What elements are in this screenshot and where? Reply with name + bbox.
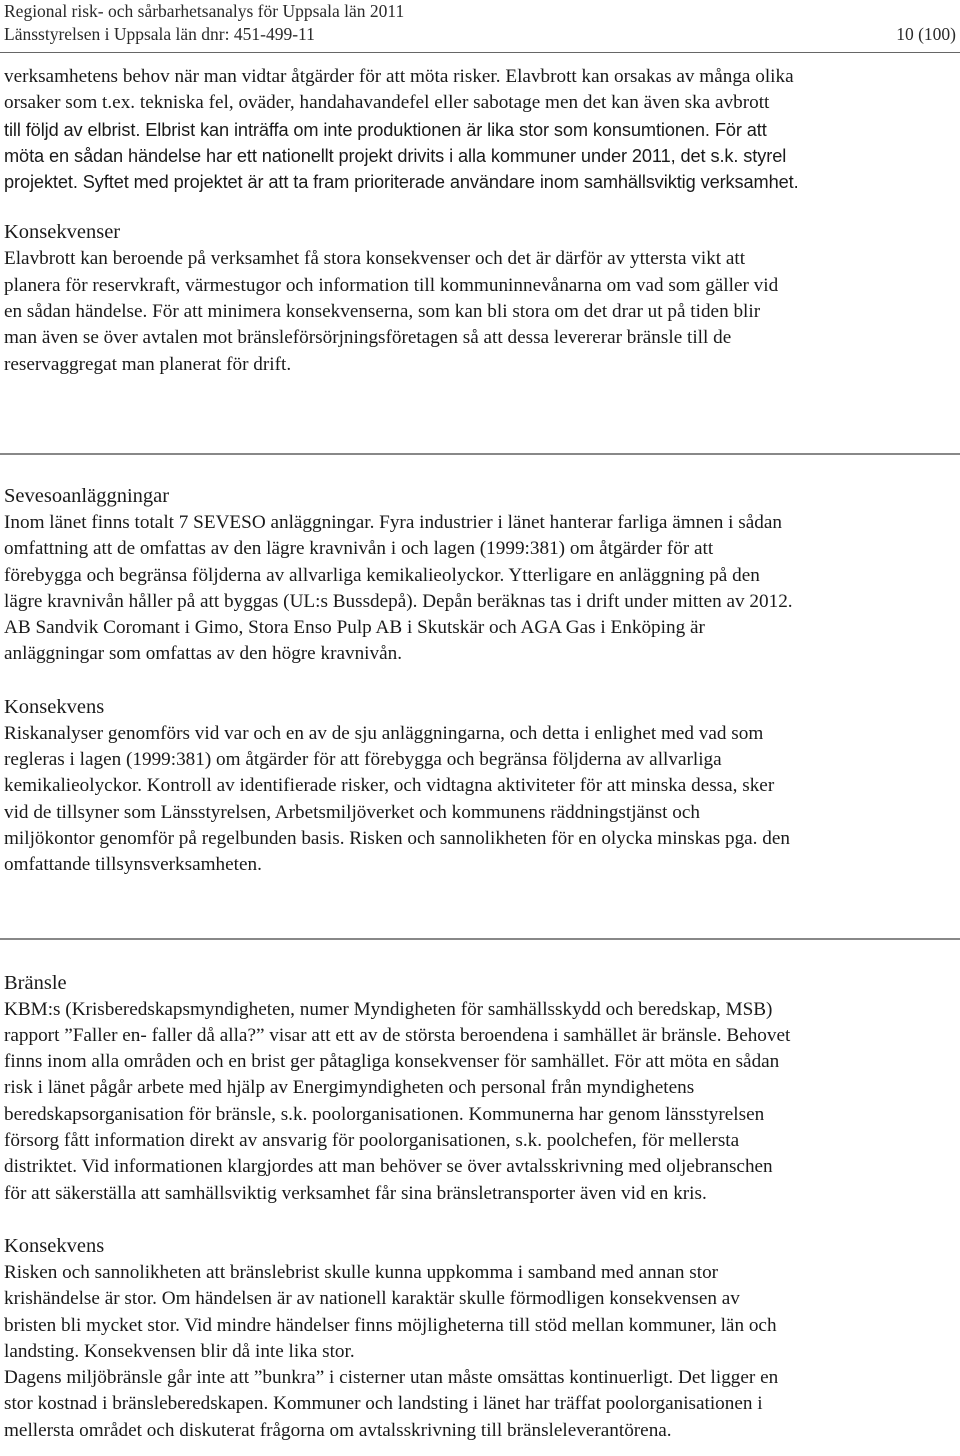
- text-line: omfattande tillsynsverksamheten.: [4, 854, 262, 876]
- header-dnr: Länsstyrelsen i Uppsala län dnr: 451-499-11: [4, 24, 315, 44]
- page-number: 10 (100): [896, 24, 956, 44]
- header-divider: [0, 52, 960, 53]
- text-line: planera för reservkraft, värmestugor och information till kommuninnevånarna om vad som gäller vid: [4, 274, 779, 296]
- section-heading-bransle-konsekvens: Konsekvens: [4, 1234, 105, 1257]
- text-line: vid de tillsyner som Länsstyrelsen, Arbetsmiljöverket och kommunens räddningstjänst och: [4, 801, 700, 823]
- bransle-paragraph: [4, 997, 954, 1207]
- text-line: reservaggregat man planerat för drift.: [4, 353, 292, 375]
- text-line: mellersta området och diskuterat frågorna om avtalsskrivning till bränsleleverantörena.: [4, 1419, 672, 1441]
- text-line: rapport ”Faller en- faller då alla?” visar att ett av de största beroendena i samhället är bränsle. Behovet: [4, 1024, 791, 1046]
- text-line: omfattning att de omfattas av den lägre kravnivån i och lagen (1999:381) om åtgärder för att: [4, 538, 714, 560]
- text-line: AB Sandvik Coromant i Gimo, Stora Enso Pulp AB i Skutskär och AGA Gas i Enköping är: [4, 617, 705, 639]
- text-line: Risken och sannolikheten att bränslebrist skulle kunna uppkomma i samband med annan stor: [4, 1261, 719, 1283]
- text-line: lägre kravnivån håller på att byggas (UL:s Bussdepå). Depån beräknas tas i drift under mitten av 2012.: [4, 590, 793, 612]
- bransle-konsekvens-paragraph: [4, 1260, 954, 1444]
- text-line: risk i länet pågår arbete med hjälp av Energimyndigheten och personal från myndighetens: [4, 1077, 695, 1099]
- text-line: bristen bli mycket stor. Vid mindre händelser finns möjligheterna till stöd mellan kommuner, län och: [4, 1314, 777, 1336]
- header-title: Regional risk- och sårbarhetsanalys för Uppsala län 2011: [4, 1, 405, 21]
- text-line: miljökontor genomför på regelbunden basis. Risken och sannolikheten för en olycka minskas pga. den: [4, 827, 790, 849]
- text-line: försorg fått information direkt av ansvarig för poolorganisationen, s.k. poolchefen, för mellersta: [4, 1130, 740, 1152]
- text-line: till följd av elbrist. Elbrist kan inträffa om inte produktionen är lika stor som konsumtionen. För att: [4, 119, 767, 140]
- text-line: man även se över avtalen mot bränsleförsörjningsföretagen så att dessa levererar bränsle till de: [4, 327, 732, 349]
- text-line: regleras i lagen (1999:381) om åtgärder för att förebygga och begränsa följderna av allvarliga: [4, 749, 722, 771]
- text-line: en sådan händelse. För att minimera konsekvenserna, som kan bli stora om det drar ut på tiden blir: [4, 301, 761, 323]
- text-line: kemikalieolyckor. Kontroll av identifierade risker, och vidtagna aktiviteter för att minska dessa, sker: [4, 775, 775, 797]
- section-heading-seveso: Sevesoanläggningar: [4, 484, 170, 507]
- intro-paragraph: [4, 64, 954, 195]
- text-line: beredskapsorganisation för bränsle, s.k. poolorganisationen. Kommunerna har genom länsstyrelsen: [4, 1103, 765, 1125]
- seveso-konsekvens-paragraph: [4, 721, 954, 879]
- text-line: verksamhetens behov när man vidtar åtgärder för att möta risker. Elavbrott kan orsakas av många olika: [4, 66, 794, 87]
- text-line: finns inom alla områden och en brist ger påtagliga konsekvenser för samhället. För att möta en sådan: [4, 1051, 780, 1073]
- text-line: förebygga och begränsa följderna av allvarliga kemikalieolyckor. Ytterligare en anläggning på den: [4, 564, 760, 586]
- section-heading-konsekvenser: Konsekvenser: [4, 221, 121, 244]
- text-line: Elavbrott kan beroende på verksamhet få stora konsekvenser och det är därför av yttersta vikt att: [4, 248, 746, 270]
- text-line: stor kostnad i bränsleberedskapen. Kommuner och landsting i länet har träffat poolorganisationen i: [4, 1393, 763, 1415]
- text-line: Riskanalyser genomförs vid var och en av de sju anläggningarna, och detta i enlighet med vad som: [4, 722, 764, 744]
- text-line: för att säkerställa att samhällsviktig verksamhet får sina bränsletransporter även vid en kris.: [4, 1182, 707, 1204]
- text-line: anläggningar som omfattas av den högre kravnivån.: [4, 643, 403, 665]
- seveso-paragraph: [4, 510, 954, 668]
- section-divider: [0, 938, 960, 940]
- header-subline: [4, 23, 956, 46]
- text-line: distriktet. Vid informationen klargjordes att man behöver se över avtalsskrivning med oljebranschen: [4, 1156, 773, 1178]
- text-line: Dagens miljöbränsle går inte att ”bunkra” i cisterner utan måste omsättas kontinuerligt. Det ligger en: [4, 1367, 779, 1389]
- text-line: Inom länet finns totalt 7 SEVESO anläggningar. Fyra industrier i länet hanterar farliga ämnen i sådan: [4, 511, 782, 533]
- section-heading-bransle: Bränsle: [4, 971, 67, 994]
- section-heading-seveso-konsekvens: Konsekvens: [4, 695, 105, 718]
- konsekvenser-paragraph: [4, 246, 954, 377]
- text-line: orsaker som t.ex. tekniska fel, oväder, handahavandefel eller sabotage men det kan även ska avbrott: [4, 92, 770, 114]
- text-line: möta en sådan händelse har ett nationellt projekt drivits i alla kommuner under 2011, det s.k. styrel: [4, 145, 787, 166]
- text-line: KBM:s (Krisberedskapsmyndigheten, numer Myndigheten för samhällsskydd och beredskap, MSB): [4, 998, 773, 1020]
- section-divider: [0, 453, 960, 455]
- page-header: [4, 0, 956, 46]
- text-line: krishändelse är stor. Om händelsen är av nationell karaktär skulle förmodligen konsekvensen av: [4, 1288, 740, 1310]
- document-body: [4, 64, 954, 1444]
- text-line: landsting. Konsekvensen blir då inte lika stor.: [4, 1340, 355, 1362]
- text-line: projektet. Syftet med projektet är att ta fram prioriterade användare inom samhällsviktig verksamhet.: [4, 172, 799, 193]
